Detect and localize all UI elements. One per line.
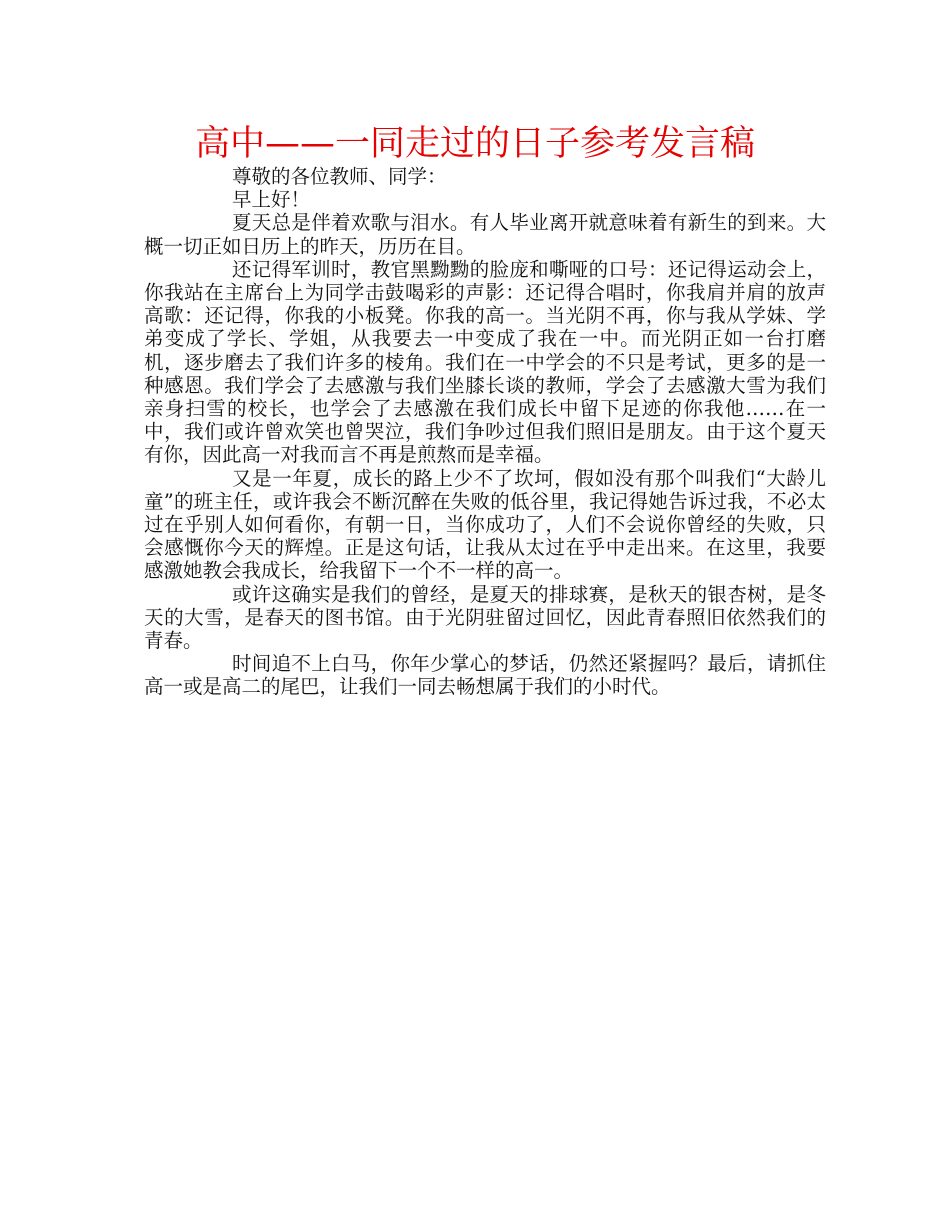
greeting-paragraph: 早上好！ [232, 188, 311, 212]
body-paragraph: 还记得军训时，教官黑黝黝的脸庞和嘶哑的口号：还记得运动会上，你我站在主席台上为同学击鼓喝彩的声影：还记得合唱时，你我肩并肩的放声高歌：还记得，你我的小板凳。你我的高一。当光阴不再，你与我从学妹、学弟变成了学长、学姐，从我要去一中变成了我在一中。而光阴正如一台打磨机，逐步磨去了我们许多的棱角。我们在一中学会的不只是考试，更多的是一种感恩。我们学会了去感激与我们坐膝长谈的教师，学会了去感激大雪为我们亲身扫雪的校长，也学会了去感激在我们成长中留下足迹的你我他……在一中，我们或许曾欢笑也曾哭泣，我们争吵过但我们照旧是朋友。由于这个夏天有你，因此高一对我而言不再是煎熬而是幸福。 [144, 257, 826, 467]
closing-paragraph: 时间追不上白马，你年少掌心的梦话，仍然还紧握吗？最后，请抓住高一或是高二的尾巴，让我们一同去畅想属于我们的小时代。 [144, 652, 826, 699]
body-paragraph: 或许这确实是我们的曾经，是夏天的排球赛，是秋天的银杏树，是冬天的大雪，是春天的图书馆。由于光阴驻留过回忆，因此青春照旧依然我们的青春。 [144, 582, 826, 653]
salutation-paragraph: 尊敬的各位教师、同学： [232, 165, 447, 188]
body-paragraph: 夏天总是伴着欢歌与泪水。有人毕业离开就意味着有新生的到来。大概一切正如日历上的昨天，历历在目。 [144, 211, 826, 258]
document-body [144, 165, 826, 699]
body-paragraph: 又是一年夏，成长的路上少不了坎坷，假如没有那个叫我们“大龄儿童”的班主任，或许我会不断沉醉在失败的低谷里，我记得她告诉过我，不必太过在乎别人如何看你，有朝一日，当你成功了，人们不会说你曾经的失败，只会感慨你今天的辉煌。正是这句话，让我从太过在乎中走出来。在这里，我要感激她教会我成长，给我留下一个不一样的高一。 [144, 466, 826, 583]
document-title: 高中——一同走过的日子参考发言稿 [194, 124, 755, 164]
